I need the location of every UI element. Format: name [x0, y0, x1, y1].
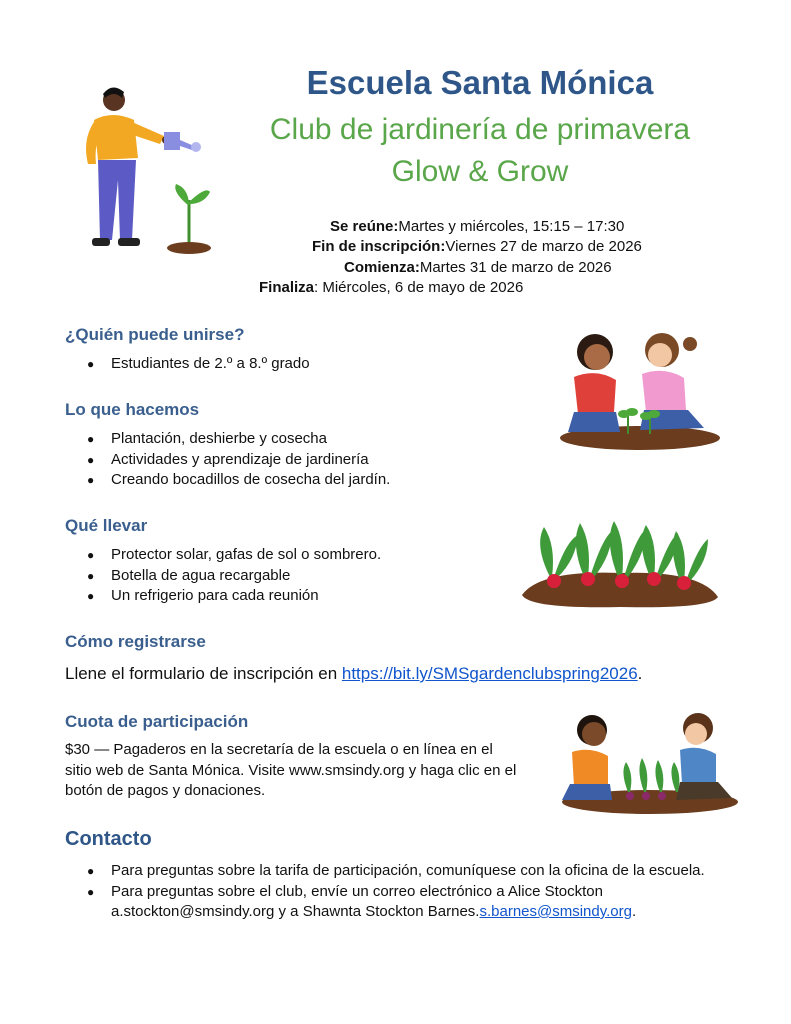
contact-item: [65, 861, 765, 882]
starts-value: Martes 31 de marzo de 2026: [419, 259, 612, 276]
deadline-value: Viernes 27 de marzo de 2026: [445, 238, 642, 255]
fee-text: [65, 740, 516, 802]
contact-item-text: ● Para preguntas sobre el club, envíe un correo electrónico a Alice Stockton: [111, 882, 603, 900]
fee-line: $30 — Pagaderos en la secretaría de la escuela o en línea en el: [65, 741, 493, 758]
fee-heading: Cuota de participación: [65, 712, 249, 731]
girls-gardening-illustration: [550, 322, 725, 452]
who-heading: ¿Quién puede unirse?: [65, 325, 245, 344]
starts-line: [344, 259, 612, 276]
ends-label: Finaliza: [259, 279, 315, 296]
contact-item-text2: [111, 902, 765, 923]
what-item: ● Plantación, deshierbe y cosecha: [65, 429, 390, 450]
register-text: Llene el formulario de inscripción en: [65, 664, 342, 683]
club-name: Glow & Grow: [391, 155, 569, 188]
fee-line: botón de pagos y donaciones.: [65, 782, 266, 799]
meets-line: [330, 218, 624, 235]
bring-item: ● Un refrigerio para cada reunión: [65, 586, 381, 607]
contact-email-link[interactable]: s.barnes@smsindy.org: [479, 903, 632, 920]
bring-item: ● Protector solar, gafas de sol o sombrero.: [65, 545, 381, 566]
club-subtitle: Club de jardinería de primavera: [269, 113, 691, 146]
contact-heading: Contacto: [65, 828, 152, 850]
who-list: [65, 354, 310, 375]
register-link[interactable]: https://bit.ly/SMSgardenclubspring2026: [341, 664, 638, 683]
register-line: [65, 664, 642, 684]
contact-item: [65, 882, 765, 923]
meets-value: Martes y miércoles, 15:15 – 17:30: [398, 218, 625, 235]
starts-label: Comienza:: [344, 259, 420, 276]
contact-list: [65, 861, 765, 923]
school-title: Escuela Santa Mónica: [306, 64, 654, 101]
register-period: .: [637, 664, 643, 683]
register-heading: Cómo registrarse: [65, 632, 206, 651]
meets-label: Se reúne:: [330, 218, 399, 235]
bring-list: [65, 545, 381, 607]
gardener-watering-illustration: [72, 80, 222, 255]
ends-line: [259, 279, 523, 296]
deadline-label: Fin de inscripción:: [312, 238, 446, 255]
fee-line: sitio web de Santa Mónica. Visite www.smsindy.org y haga clic en el: [65, 761, 517, 779]
ends-value: : Miércoles, 6 de mayo de 2026: [314, 279, 524, 296]
what-heading: Lo que hacemos: [65, 400, 200, 419]
deadline-line: [312, 238, 642, 255]
what-list: [65, 429, 390, 491]
beets-illustration: [520, 515, 720, 610]
contact-item-text: Para preguntas sobre la tarifa de participación, comuníquese con la oficina de la escuela.: [111, 862, 705, 879]
who-item: ● Estudiantes de 2.º a 8.º grado: [65, 354, 310, 375]
bring-item: ● Botella de agua recargable: [65, 566, 381, 587]
what-item: ● Creando bocadillos de cosecha del jardín.: [65, 470, 390, 491]
contact-email-text: a.stockton@smsindy.org y a Shawnta Stockton Barnes.: [111, 903, 480, 920]
boys-gardening-illustration: [552, 708, 747, 818]
bring-heading: Qué llevar: [65, 516, 148, 535]
what-item: ● Actividades y aprendizaje de jardinería: [65, 450, 390, 471]
contact-period: .: [631, 903, 637, 920]
